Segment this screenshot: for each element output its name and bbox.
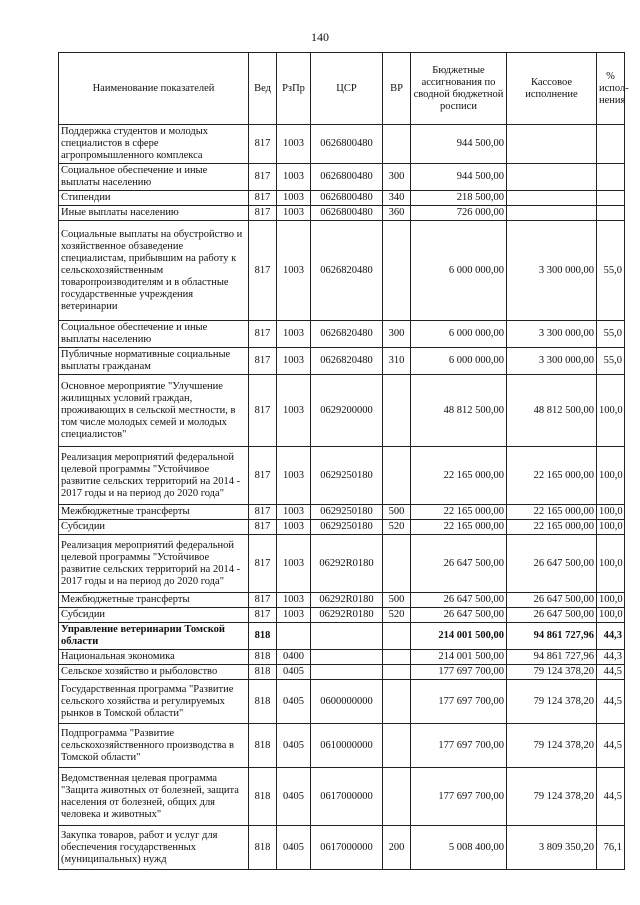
cell-vr: 500 (383, 505, 411, 520)
cell-pct: 55,0 (597, 321, 625, 348)
cell-cash: 79 124 378,20 (507, 680, 597, 724)
table-row (59, 520, 625, 535)
cell-rzpr: 1003 (277, 593, 311, 608)
cell-cash: 3 300 000,00 (507, 221, 597, 321)
cell-csr: 0629250180 (311, 505, 383, 520)
cell-budget: 6 000 000,00 (411, 321, 507, 348)
cell-cash: 94 861 727,96 (507, 623, 597, 650)
cell-csr: 06292R0180 (311, 535, 383, 593)
cell-rzpr: 0405 (277, 826, 311, 870)
cell-ved: 818 (249, 768, 277, 826)
cell-rzpr: 1003 (277, 125, 311, 164)
table-row (59, 593, 625, 608)
table-row (59, 221, 625, 321)
cell-rzpr: 1003 (277, 447, 311, 505)
cell-ved: 818 (249, 650, 277, 665)
cell-vr (383, 768, 411, 826)
cell-ved: 818 (249, 826, 277, 870)
cell-cash: 79 124 378,20 (507, 768, 597, 826)
cell-name: Социальное обеспечение и иные выплаты населению (59, 321, 249, 348)
cell-ved: 817 (249, 221, 277, 321)
cell-cash: 3 300 000,00 (507, 321, 597, 348)
cell-pct: 76,1 (597, 826, 625, 870)
cell-pct (597, 191, 625, 206)
header-vr: ВР (383, 53, 411, 125)
cell-vr (383, 623, 411, 650)
cell-csr: 0629250180 (311, 447, 383, 505)
cell-name: Ведомственная целевая программа "Защита животных от болезней, защита населения от болезней, общих для человека и животных" (59, 768, 249, 826)
cell-pct: 100,0 (597, 447, 625, 505)
cell-vr: 360 (383, 206, 411, 221)
cell-vr (383, 680, 411, 724)
cell-rzpr: 1003 (277, 375, 311, 447)
table-row (59, 505, 625, 520)
table-row (59, 348, 625, 375)
table-row (59, 321, 625, 348)
table-row (59, 623, 625, 650)
cell-budget: 214 001 500,00 (411, 623, 507, 650)
cell-name: Реализация мероприятий федеральной целевой программы "Устойчивое развитие сельских территорий на 2014 - 2017 годы и на период до 2020 года" (59, 535, 249, 593)
cell-budget: 218 500,00 (411, 191, 507, 206)
cell-vr: 200 (383, 826, 411, 870)
cell-rzpr: 1003 (277, 191, 311, 206)
cell-rzpr: 1003 (277, 608, 311, 623)
cell-csr (311, 665, 383, 680)
table-row (59, 535, 625, 593)
cell-rzpr: 1003 (277, 206, 311, 221)
cell-csr: 06292R0180 (311, 608, 383, 623)
table-row (59, 665, 625, 680)
cell-ved: 817 (249, 125, 277, 164)
cell-pct (597, 164, 625, 191)
cell-cash: 79 124 378,20 (507, 665, 597, 680)
cell-name: Субсидии (59, 608, 249, 623)
cell-pct: 100,0 (597, 593, 625, 608)
cell-csr: 06292R0180 (311, 593, 383, 608)
cell-ved: 817 (249, 520, 277, 535)
table-row (59, 650, 625, 665)
cell-rzpr: 1003 (277, 321, 311, 348)
cell-ved: 817 (249, 321, 277, 348)
cell-name: Управление ветеринарии Томской области (59, 623, 249, 650)
cell-csr: 0629200000 (311, 375, 383, 447)
cell-vr (383, 221, 411, 321)
cell-vr (383, 125, 411, 164)
cell-csr: 0617000000 (311, 768, 383, 826)
cell-pct: 44,5 (597, 680, 625, 724)
cell-ved: 818 (249, 623, 277, 650)
cell-cash (507, 164, 597, 191)
cell-pct: 44,3 (597, 623, 625, 650)
cell-vr (383, 447, 411, 505)
table-row (59, 608, 625, 623)
cell-csr: 0626820480 (311, 221, 383, 321)
table-row (59, 826, 625, 870)
cell-cash (507, 191, 597, 206)
cell-name: Межбюджетные трансферты (59, 505, 249, 520)
cell-cash: 3 300 000,00 (507, 348, 597, 375)
cell-ved: 818 (249, 665, 277, 680)
cell-vr: 310 (383, 348, 411, 375)
cell-name: Иные выплаты населению (59, 206, 249, 221)
cell-ved: 817 (249, 505, 277, 520)
cell-pct: 44,3 (597, 650, 625, 665)
cell-csr: 0600000000 (311, 680, 383, 724)
cell-budget: 22 165 000,00 (411, 505, 507, 520)
header-row (59, 53, 625, 125)
cell-budget: 48 812 500,00 (411, 375, 507, 447)
cell-csr: 0626820480 (311, 348, 383, 375)
cell-csr: 0626800480 (311, 164, 383, 191)
cell-pct: 55,0 (597, 348, 625, 375)
cell-ved: 817 (249, 608, 277, 623)
cell-ved: 817 (249, 348, 277, 375)
header-name: Наименование показателей (59, 53, 249, 125)
table-row (59, 447, 625, 505)
cell-vr: 300 (383, 164, 411, 191)
cell-name: Сельское хозяйство и рыболовство (59, 665, 249, 680)
cell-budget: 177 697 700,00 (411, 680, 507, 724)
cell-cash: 26 647 500,00 (507, 535, 597, 593)
cell-cash: 22 165 000,00 (507, 505, 597, 520)
cell-ved: 817 (249, 206, 277, 221)
cell-pct: 100,0 (597, 520, 625, 535)
cell-csr: 0617000000 (311, 826, 383, 870)
cell-csr: 0626800480 (311, 206, 383, 221)
cell-vr (383, 724, 411, 768)
cell-budget: 177 697 700,00 (411, 665, 507, 680)
cell-name: Стипендии (59, 191, 249, 206)
cell-csr: 0629250180 (311, 520, 383, 535)
page-number: 140 (311, 30, 329, 44)
cell-vr: 300 (383, 321, 411, 348)
header-csr: ЦСР (311, 53, 383, 125)
cell-vr (383, 535, 411, 593)
cell-ved: 817 (249, 447, 277, 505)
cell-rzpr (277, 623, 311, 650)
cell-budget: 177 697 700,00 (411, 768, 507, 826)
cell-budget: 22 165 000,00 (411, 520, 507, 535)
table-row (59, 191, 625, 206)
header-budget: Бюджетные ассигнования по сводной бюджетной росписи (411, 53, 507, 125)
cell-vr (383, 665, 411, 680)
cell-cash: 94 861 727,96 (507, 650, 597, 665)
cell-pct: 44,5 (597, 768, 625, 826)
cell-ved: 817 (249, 375, 277, 447)
cell-pct: 100,0 (597, 505, 625, 520)
cell-name: Реализация мероприятий федеральной целевой программы "Устойчивое развитие сельских территорий на 2014 - 2017 годы и на период до 2020 года" (59, 447, 249, 505)
cell-cash (507, 125, 597, 164)
table-body (59, 125, 625, 870)
cell-ved: 817 (249, 164, 277, 191)
cell-rzpr: 1003 (277, 520, 311, 535)
cell-rzpr: 1003 (277, 505, 311, 520)
table-row (59, 206, 625, 221)
cell-pct: 44,5 (597, 665, 625, 680)
cell-budget: 26 647 500,00 (411, 593, 507, 608)
cell-pct: 44,5 (597, 724, 625, 768)
cell-vr: 340 (383, 191, 411, 206)
cell-name: Субсидии (59, 520, 249, 535)
cell-name: Государственная программа "Развитие сельского хозяйства и регулируемых рынков в Томской области" (59, 680, 249, 724)
table-row (59, 164, 625, 191)
cell-pct (597, 125, 625, 164)
cell-budget: 22 165 000,00 (411, 447, 507, 505)
cell-vr (383, 650, 411, 665)
cell-budget: 6 000 000,00 (411, 221, 507, 321)
table-row (59, 375, 625, 447)
cell-csr: 0626800480 (311, 125, 383, 164)
table-row (59, 724, 625, 768)
header-cash: Кассовое исполнение (507, 53, 597, 125)
cell-name: Национальная экономика (59, 650, 249, 665)
cell-rzpr: 0405 (277, 680, 311, 724)
cell-ved: 818 (249, 724, 277, 768)
cell-budget: 26 647 500,00 (411, 535, 507, 593)
cell-name: Основное мероприятие "Улучшение жилищных условий граждан, проживающих в сельской местности, в том числе молодых семей и молодых специалистов" (59, 375, 249, 447)
cell-ved: 817 (249, 535, 277, 593)
cell-rzpr: 1003 (277, 164, 311, 191)
cell-name: Поддержка студентов и молодых специалистов в сфере агропромышленного комплекса (59, 125, 249, 164)
cell-budget: 214 001 500,00 (411, 650, 507, 665)
cell-rzpr: 1003 (277, 535, 311, 593)
table-row (59, 680, 625, 724)
header-pct: % испол-нения (597, 53, 625, 125)
table-row (59, 125, 625, 164)
cell-ved: 817 (249, 191, 277, 206)
cell-pct: 55,0 (597, 221, 625, 321)
cell-rzpr: 1003 (277, 221, 311, 321)
cell-vr: 500 (383, 593, 411, 608)
cell-vr (383, 375, 411, 447)
cell-name: Социальное обеспечение и иные выплаты населению (59, 164, 249, 191)
cell-csr: 0626820480 (311, 321, 383, 348)
cell-csr (311, 650, 383, 665)
cell-ved: 817 (249, 593, 277, 608)
cell-pct: 100,0 (597, 375, 625, 447)
cell-budget: 944 500,00 (411, 125, 507, 164)
cell-csr: 0626800480 (311, 191, 383, 206)
cell-vr: 520 (383, 608, 411, 623)
cell-name: Подпрограмма "Развитие сельскохозяйственного производства в Томской области" (59, 724, 249, 768)
cell-cash: 22 165 000,00 (507, 520, 597, 535)
header-ved: Вед (249, 53, 277, 125)
cell-cash: 26 647 500,00 (507, 593, 597, 608)
cell-budget: 5 008 400,00 (411, 826, 507, 870)
cell-csr (311, 623, 383, 650)
cell-cash: 79 124 378,20 (507, 724, 597, 768)
cell-cash: 22 165 000,00 (507, 447, 597, 505)
cell-rzpr: 0400 (277, 650, 311, 665)
budget-table (58, 52, 629, 870)
cell-cash: 26 647 500,00 (507, 608, 597, 623)
cell-name: Публичные нормативные социальные выплаты гражданам (59, 348, 249, 375)
cell-pct: 100,0 (597, 608, 625, 623)
cell-name: Закупка товаров, работ и услуг для обеспечения государственных (муниципальных) нужд (59, 826, 249, 870)
cell-pct (597, 206, 625, 221)
cell-rzpr: 1003 (277, 348, 311, 375)
cell-rzpr: 0405 (277, 768, 311, 826)
cell-budget: 177 697 700,00 (411, 724, 507, 768)
cell-budget: 944 500,00 (411, 164, 507, 191)
cell-cash (507, 206, 597, 221)
cell-cash: 3 809 350,20 (507, 826, 597, 870)
cell-budget: 6 000 000,00 (411, 348, 507, 375)
cell-name: Социальные выплаты на обустройство и хозяйственное обзаведение специалистам, прибывшим на работу к сельскохозяйственным товаропроизводителям и в областные государственные учреждения ветеринарии (59, 221, 249, 321)
cell-rzpr: 0405 (277, 724, 311, 768)
cell-vr: 520 (383, 520, 411, 535)
cell-pct: 100,0 (597, 535, 625, 593)
cell-name: Межбюджетные трансферты (59, 593, 249, 608)
cell-budget: 26 647 500,00 (411, 608, 507, 623)
table-row (59, 768, 625, 826)
cell-csr: 0610000000 (311, 724, 383, 768)
cell-cash: 48 812 500,00 (507, 375, 597, 447)
cell-ved: 818 (249, 680, 277, 724)
cell-rzpr: 0405 (277, 665, 311, 680)
header-rzpr: РзПр (277, 53, 311, 125)
cell-budget: 726 000,00 (411, 206, 507, 221)
